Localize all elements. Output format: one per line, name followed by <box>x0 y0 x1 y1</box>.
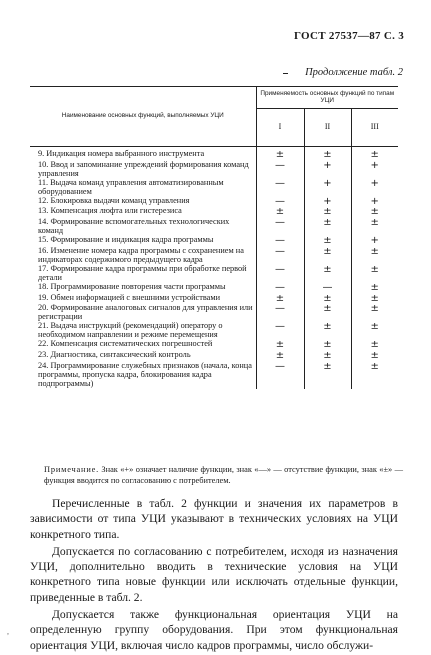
table-row <box>30 179 398 197</box>
applicability-cell: — <box>256 362 304 389</box>
applicability-cell: + <box>370 159 379 171</box>
function-name-cell: 17. Формирование кадра программы при обработке первой детали <box>30 265 256 283</box>
function-name-cell: 22. Компенсация систематических погрешностей <box>30 340 256 351</box>
function-name-cell: 16. Изменение номера кадра программы с сохранением на индикаторах содержимого предыдущего кадра <box>30 247 256 265</box>
applicability-cell: — <box>256 247 304 265</box>
applicability-cell: ± <box>370 292 379 304</box>
applicability-cell: ± <box>304 322 351 340</box>
function-name-cell: 14. Формирование вспомогательных технологических команд <box>30 218 256 236</box>
note-text: Знак «+» означает наличие функции, знак «—» — отсутствие функции, знак «±» — функция вводится по согласованию с потребителем. <box>44 465 403 485</box>
applicability-cell: — <box>256 265 304 283</box>
applicability-cell: ± <box>256 294 304 305</box>
functions-table <box>30 86 398 389</box>
applicability-cell: ± <box>370 245 379 257</box>
applicability-cell: ± <box>370 349 379 361</box>
applicability-cell: ± <box>370 217 379 229</box>
table-continuation-label: Продолжение табл. 2 <box>305 67 403 78</box>
col-header-type: III <box>351 109 398 147</box>
applicability-cell: ± <box>304 207 351 218</box>
applicability-cell: — <box>256 322 304 340</box>
function-name-cell: 24. Программирование служебных признаков (начала, конца программы, пропуска кадра, блокирования кадра подпрограммы) <box>30 362 256 389</box>
col-header-functions: Наименование основных функций, выполняемых УЦИ <box>30 87 256 147</box>
paragraph: Допускается также функциональная ориентация УЦИ на определенную группу оборудования. При этом функциональная ориентация УЦИ, включая число кадров программы, число обслужи- <box>30 608 398 652</box>
table-row <box>30 218 398 236</box>
applicability-cell: — <box>256 218 304 236</box>
table-row <box>30 304 398 322</box>
page-header: ГОСТ 27537—87 С. 3 <box>293 30 404 42</box>
function-name-cell: 12. Блокировка выдачи команд управления <box>30 197 256 208</box>
applicability-cell: — <box>256 161 304 179</box>
applicability-cell: ± <box>370 281 379 293</box>
function-name-cell: 18. Программирование повторения части программы <box>30 283 256 294</box>
applicability-cell: ± <box>256 351 304 362</box>
applicability-cell: ± <box>304 247 351 265</box>
function-name-cell: 23. Диагностика, синтаксический контроль <box>30 351 256 362</box>
applicability-cell: + <box>304 197 351 208</box>
table-row <box>30 247 398 265</box>
applicability-cell: ± <box>304 294 351 305</box>
applicability-cell: — <box>256 197 304 208</box>
applicability-cell: ± <box>304 304 351 322</box>
applicability-cell: + <box>370 195 379 207</box>
function-name-cell: 21. Выдача инструкций (рекомендаций) оператору о необходимом направлении и режиме перемещения <box>30 322 256 340</box>
applicability-cell: ± <box>304 218 351 236</box>
table-row <box>30 322 398 340</box>
applicability-cell: ± <box>370 321 379 333</box>
applicability-cell: ± <box>304 362 351 389</box>
applicability-cell: — <box>256 236 304 247</box>
applicability-cell: — <box>256 179 304 197</box>
table-row <box>30 265 398 283</box>
applicability-cell: ± <box>256 340 304 351</box>
applicability-cell: ± <box>304 265 351 283</box>
paragraph: Перечисленные в табл. 2 функции и значения их параметров в зависимости от типа УЦИ указывают в технических условиях на УЦИ конкретного типа. <box>30 497 398 541</box>
function-name-cell: 19. Обмен информацией с внешними устройствами <box>30 294 256 305</box>
applicability-cell: ± <box>370 263 379 275</box>
continuation-dash <box>283 73 288 74</box>
function-name-cell: 13. Компенсация люфта или гистерезиса <box>30 207 256 218</box>
applicability-cell: ± <box>304 147 351 161</box>
col-header-applicability: Применяемость основных функций по типам УЦИ <box>256 87 398 109</box>
table-note <box>44 465 403 487</box>
note-label: Примечание. <box>44 465 100 474</box>
applicability-cell: ± <box>304 351 351 362</box>
applicability-cell: ± <box>370 339 379 351</box>
applicability-cell: ± <box>256 147 304 161</box>
function-name-cell: 15. Формирование и индикация кадра программы <box>30 236 256 247</box>
col-header-type: I <box>256 109 304 147</box>
applicability-cell: ± <box>370 206 379 218</box>
applicability-cell: ± <box>370 360 379 372</box>
applicability-cell: — <box>256 283 304 294</box>
applicability-cell: ± <box>304 236 351 247</box>
table-row <box>30 362 398 389</box>
table-row <box>30 147 398 161</box>
function-name-cell: 10. Ввод и запоминание упреждений формирования команд управления <box>30 161 256 179</box>
body-text <box>30 496 398 655</box>
applicability-cell: ± <box>370 303 379 315</box>
applicability-cell: ± <box>256 207 304 218</box>
applicability-cell: + <box>304 161 351 179</box>
applicability-cell: + <box>370 235 379 247</box>
col-header-type: II <box>304 109 351 147</box>
function-name-cell: 20. Формирование аналоговых сигналов для управления или регистрации <box>30 304 256 322</box>
function-name-cell: 11. Выдача команд управления автоматизированным оборудованием <box>30 179 256 197</box>
function-name-cell: 9. Индикация номера выбранного инструмента <box>30 147 256 161</box>
table-row <box>30 283 398 294</box>
applicability-cell: + <box>304 179 351 197</box>
applicability-cell: ± <box>304 340 351 351</box>
applicability-cell: — <box>256 304 304 322</box>
applicability-cell: + <box>370 177 379 189</box>
table-row <box>30 161 398 179</box>
applicability-cell: — <box>304 283 351 294</box>
margin-mark: , <box>7 627 9 636</box>
paragraph: Допускается по согласованию с потребителем, исходя из назначения УЦИ, дополнительно вводить в технические условия на УЦИ конкретного типа новые функции или исключать отдельные функции, приведенные в табл. 2. <box>30 544 398 604</box>
applicability-cell: ± <box>370 149 379 160</box>
